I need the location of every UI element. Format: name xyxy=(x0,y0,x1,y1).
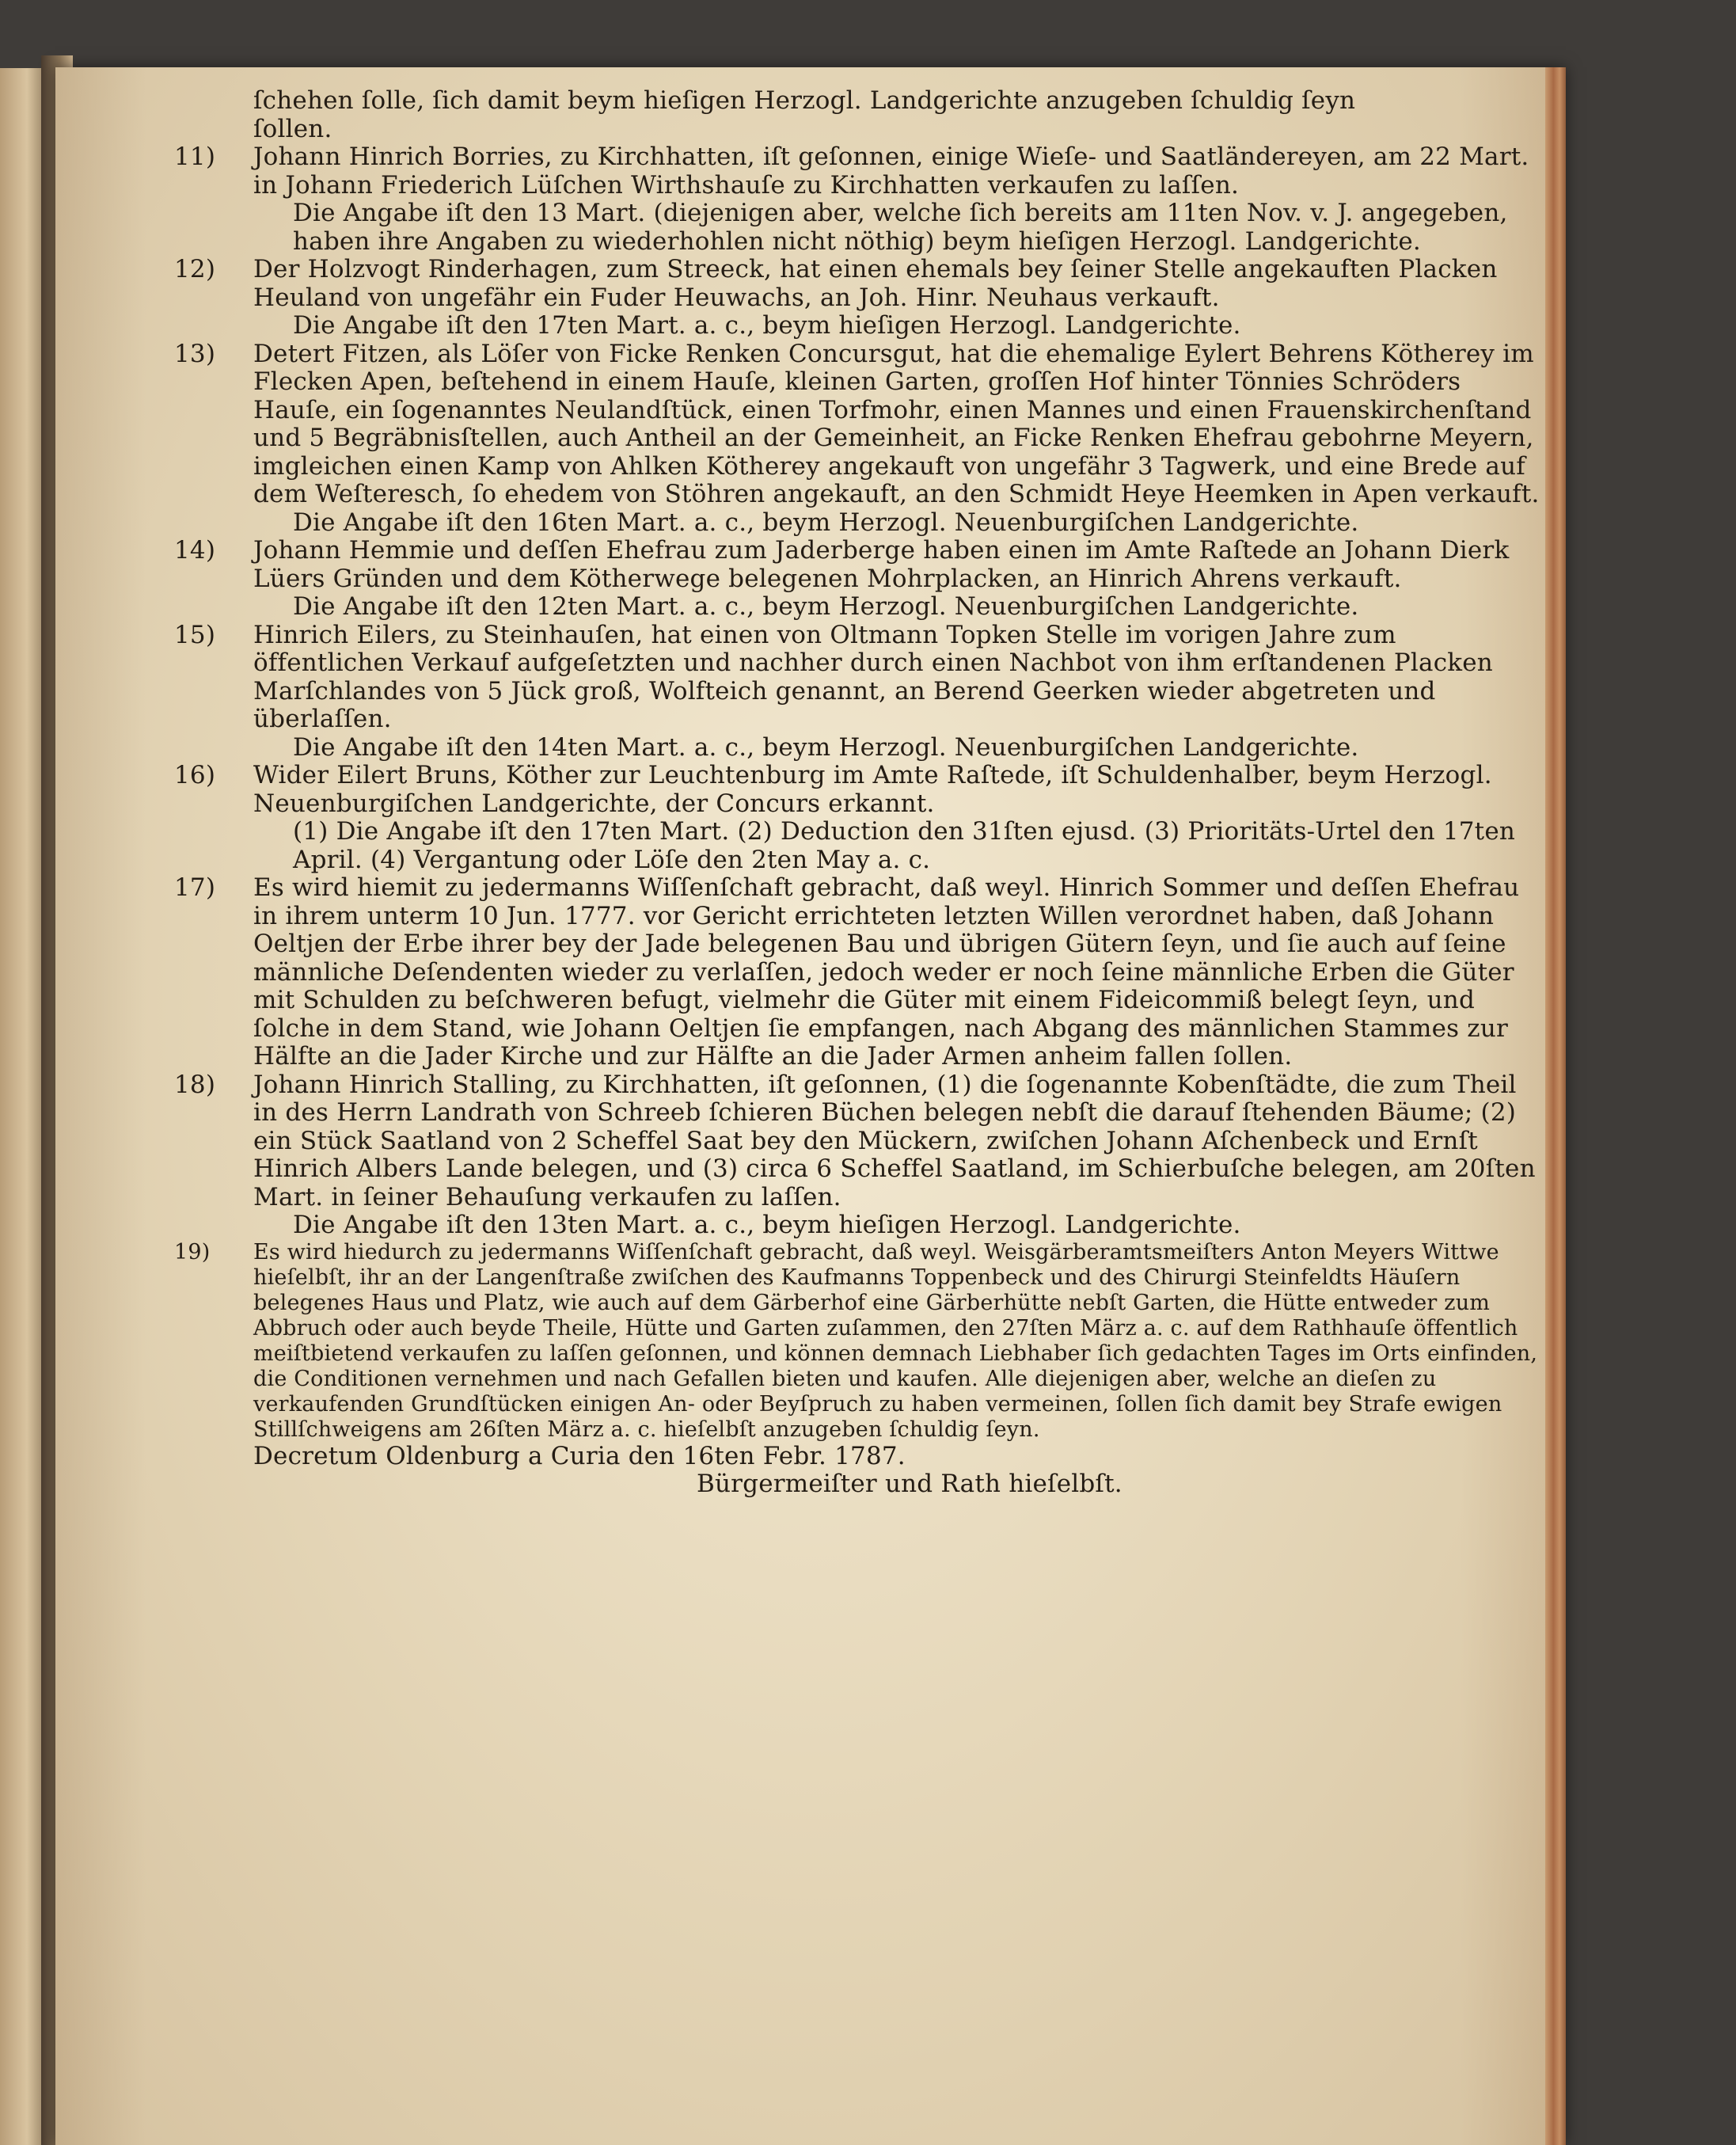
entry-text: Wider Eilert Bruns, Köther zur Leuchtenburg im Amte Raſtede, iſt Schuldenhalber, beym Herzogl. Neuenburgiſchen Landgerichte, der Concurs erkannt. xyxy=(253,761,1492,818)
entry-filing-note: Die Angabe iſt den 16ten Mart. a. c., beym Herzogl. Neuenburgiſchen Landgerichte. xyxy=(293,508,1359,537)
entry-number: 16) xyxy=(174,761,216,789)
notice-entry-14 xyxy=(174,536,1540,593)
entry-filing-note: Die Angabe iſt den 13ten Mart. a. c., beym hieſigen Herzogl. Landgerichte. xyxy=(293,1211,1241,1239)
entry-filing-note: Die Angabe iſt den 17ten Mart. a. c., beym hieſigen Herzogl. Landgerichte. xyxy=(293,311,1241,340)
entry-number: 18) xyxy=(174,1070,216,1099)
entry-text: Es wird hiedurch zu jedermanns Wiſſenſchaft gebracht, daß weyl. Weisgärberamtsmeiſters Anton Meyers Wittwe hieſelbſt, ihr an der Langenſtraße zwiſchen des Kaufmanns Toppenbeck und des Chirurgi Steinfeldts Häuſern belegenes Haus und Platz, wie auch auf dem Gärberhof eine Gärberhütte nebſt Garten, die Hütte entweder zum Abbruch oder auch beyde Theile, Hütte und Garten zuſammen, den 27ſten März a. c. auf dem Rathhauſe öffentlich meiſtbietend verkaufen zu laſſen geſonnen, und können demnach Liebhaber ſich gedachten Tages im Orts einfinden, die Conditionen vernehmen und nach Gefallen bieten und kaufen. Alle diejenigen aber, welche an dieſen zu verkaufenden Grundſtücken einigen An- oder Beyſpruch zu haben vermeinen, ſollen ſich damit bey Strafe ewigen Stillſchweigens am 26ſten März a. c. hieſelbſt anzugeben ſchuldig ſeyn. xyxy=(253,1239,1538,1442)
entry-text: Hinrich Eilers, zu Steinhauſen, hat einen von Oltmann Topken Stelle im vorigen Jahre zum öffentlichen Verkauf aufgeſetzten und nachher durch einen Nachbot von ihm erſtandenen Placken Marſchlandes von 5 Jück groß, Wolfteich genannt, an Berend Geerken wieder abgetreten und überlaſſen. xyxy=(253,620,1493,733)
entry-number: 14) xyxy=(174,536,216,565)
entry-filing-note: Die Angabe iſt den 13 Mart. (diejenigen aber, welche ſich bereits am 11ten Nov. v. J. angegeben, haben ihre Angaben zu wiederhohlen nicht nöthig) beym hieſigen Herzogl. Landgerichte. xyxy=(293,199,1508,256)
entry-text: Johann Hinrich Stalling, zu Kirchhatten, iſt geſonnen, (1) die ſogenannte Kobenſtädte, die zum Theil in des Herrn Landrath von Schreeb ſchieren Büchen belegen nebſt die darauf ſtehenden Bäume; (2) ein Stück Saatland von 2 Scheffel Saat bey den Mückern, zwiſchen Johann Aſchenbeck und Ernſt Hinrich Albers Lande belegen, und (3) circa 6 Scheffel Saatland, im Schierbuſche belegen, am 20ſten Mart. in ſeiner Behauſung verkaufen zu laſſen. xyxy=(253,1070,1536,1211)
entry-number: 12) xyxy=(174,255,216,283)
entry-text: Johann Hemmie und deſſen Ehefrau zum Jaderberge haben einen im Amte Raſtede an Johann Dierk Lüers Gründen und dem Kötherwege belegenen Mohrplacken, an Hinrich Ahrens verkauft. xyxy=(253,536,1510,593)
entry-number: 15) xyxy=(174,620,216,649)
entry-text: Johann Hinrich Borries, zu Kirchhatten, iſt geſonnen, einige Wieſe- und Saatländereyen, am 22 Mart. in Johann Friederich Lüſchen Wirthshauſe zu Kirchhatten verkaufen zu laſſen. xyxy=(253,143,1529,200)
entry-number: 13) xyxy=(174,339,216,368)
page-fore-edge xyxy=(1545,67,1566,2145)
entry-text: Detert Fitzen, als Löſer von Ficke Renken Concursgut, hat die ehemalige Eylert Behrens Kötherey im Flecken Apen, beſtehend in einem Hauſe, kleinen Garten, groſſen Hof hinter Tönnies Schröders Hauſe, ein ſogenanntes Neulandſtück, einen Torfmohr, einen Mannes und einen Frauenskirchenſtand und 5 Begräbnisſtellen, auch Antheil an der Gemeinheit, an Ficke Renken Ehefrau gebohrne Meyern, imgleichen einen Kamp von Ahlken Kötherey angekauft von ungefähr 3 Tagwerk, und eine Brede auf dem Weſteresch, ſo ehedem von Stöhren angekauft, an den Schmidt Heye Heemken in Apen verkauft. xyxy=(253,339,1540,508)
entry-text: Der Holzvogt Rinderhagen, zum Streeck, hat einen ehemals bey ſeiner Stelle angekauften Placken Heuland von ungefähr ein Fuder Heuwachs, an Joh. Hinr. Neuhaus verkauft. xyxy=(253,255,1498,312)
notice-entry-11 xyxy=(174,143,1540,200)
entry-number: 17) xyxy=(174,873,216,902)
entry-filing-note: Die Angabe iſt den 14ten Mart. a. c., beym Herzogl. Neuenburgiſchen Landgerichte. xyxy=(293,732,1359,762)
text-line: ſchehen ſolle, ſich damit beym hieſigen Herzogl. Landgerichte anzugeben ſchuldig ſeyn xyxy=(253,86,1356,115)
text-line: ſollen. xyxy=(253,114,332,143)
notice-entry-18 xyxy=(174,1070,1540,1212)
notice-entry-19 xyxy=(174,1239,1540,1443)
entry-filing-note: Die Angabe iſt den 12ten Mart. a. c., beym Herzogl. Neuenburgiſchen Landgerichte. xyxy=(293,592,1359,621)
notice-entry-16 xyxy=(174,761,1540,818)
notice-entry-13 xyxy=(174,339,1540,509)
notice-entry-12 xyxy=(174,255,1540,312)
entry-number: 11) xyxy=(174,143,216,171)
page-text xyxy=(174,86,1540,1499)
entry-filing-note: (1) Die Angabe iſt den 17ten Mart. (2) Deduction den 31ſten ejusd. (3) Prioritäts-Urtel den 17ten April. (4) Vergantung oder Löſe den 2ten May a. c. xyxy=(293,817,1516,874)
decree-line: Decretum Oldenburg a Curia den 16ten Febr. 1787. xyxy=(253,1441,906,1470)
notice-entry-15 xyxy=(174,620,1540,734)
entry-number: 19) xyxy=(174,1239,211,1265)
notice-entry-17 xyxy=(174,873,1540,1071)
signature-line: Bürgermeiſter und Rath hieſelbſt. xyxy=(697,1470,1123,1498)
entry-text: Es wird hiemit zu jedermanns Wiſſenſchaft gebracht, daß weyl. Hinrich Sommer und deſſen Ehefrau in ihrem unterm 10 Jun. 1777. vor Gericht errichteten letzten Willen verordnet haben, daß Johann Oeltjen der Erbe ihrer bey der Jade belegenen Bau und übrigen Gütern ſeyn, und ſie auch auf ſeine männliche Deſendenten wieder zu verlaſſen, jedoch weder er noch ſeine männliche Erben die Güter mit Schulden zu beſchweren befugt, vielmehr die Güter mit einem Fideicommiß belegt ſeyn, und ſolche in dem Stand, wie Johann Oeltjen ſie empfangen, nach Abgang des männlichen Stammes zur Hälfte an die Jader Kirche und zur Hälfte an die Jader Armen anheim fallen ſollen. xyxy=(253,873,1520,1071)
